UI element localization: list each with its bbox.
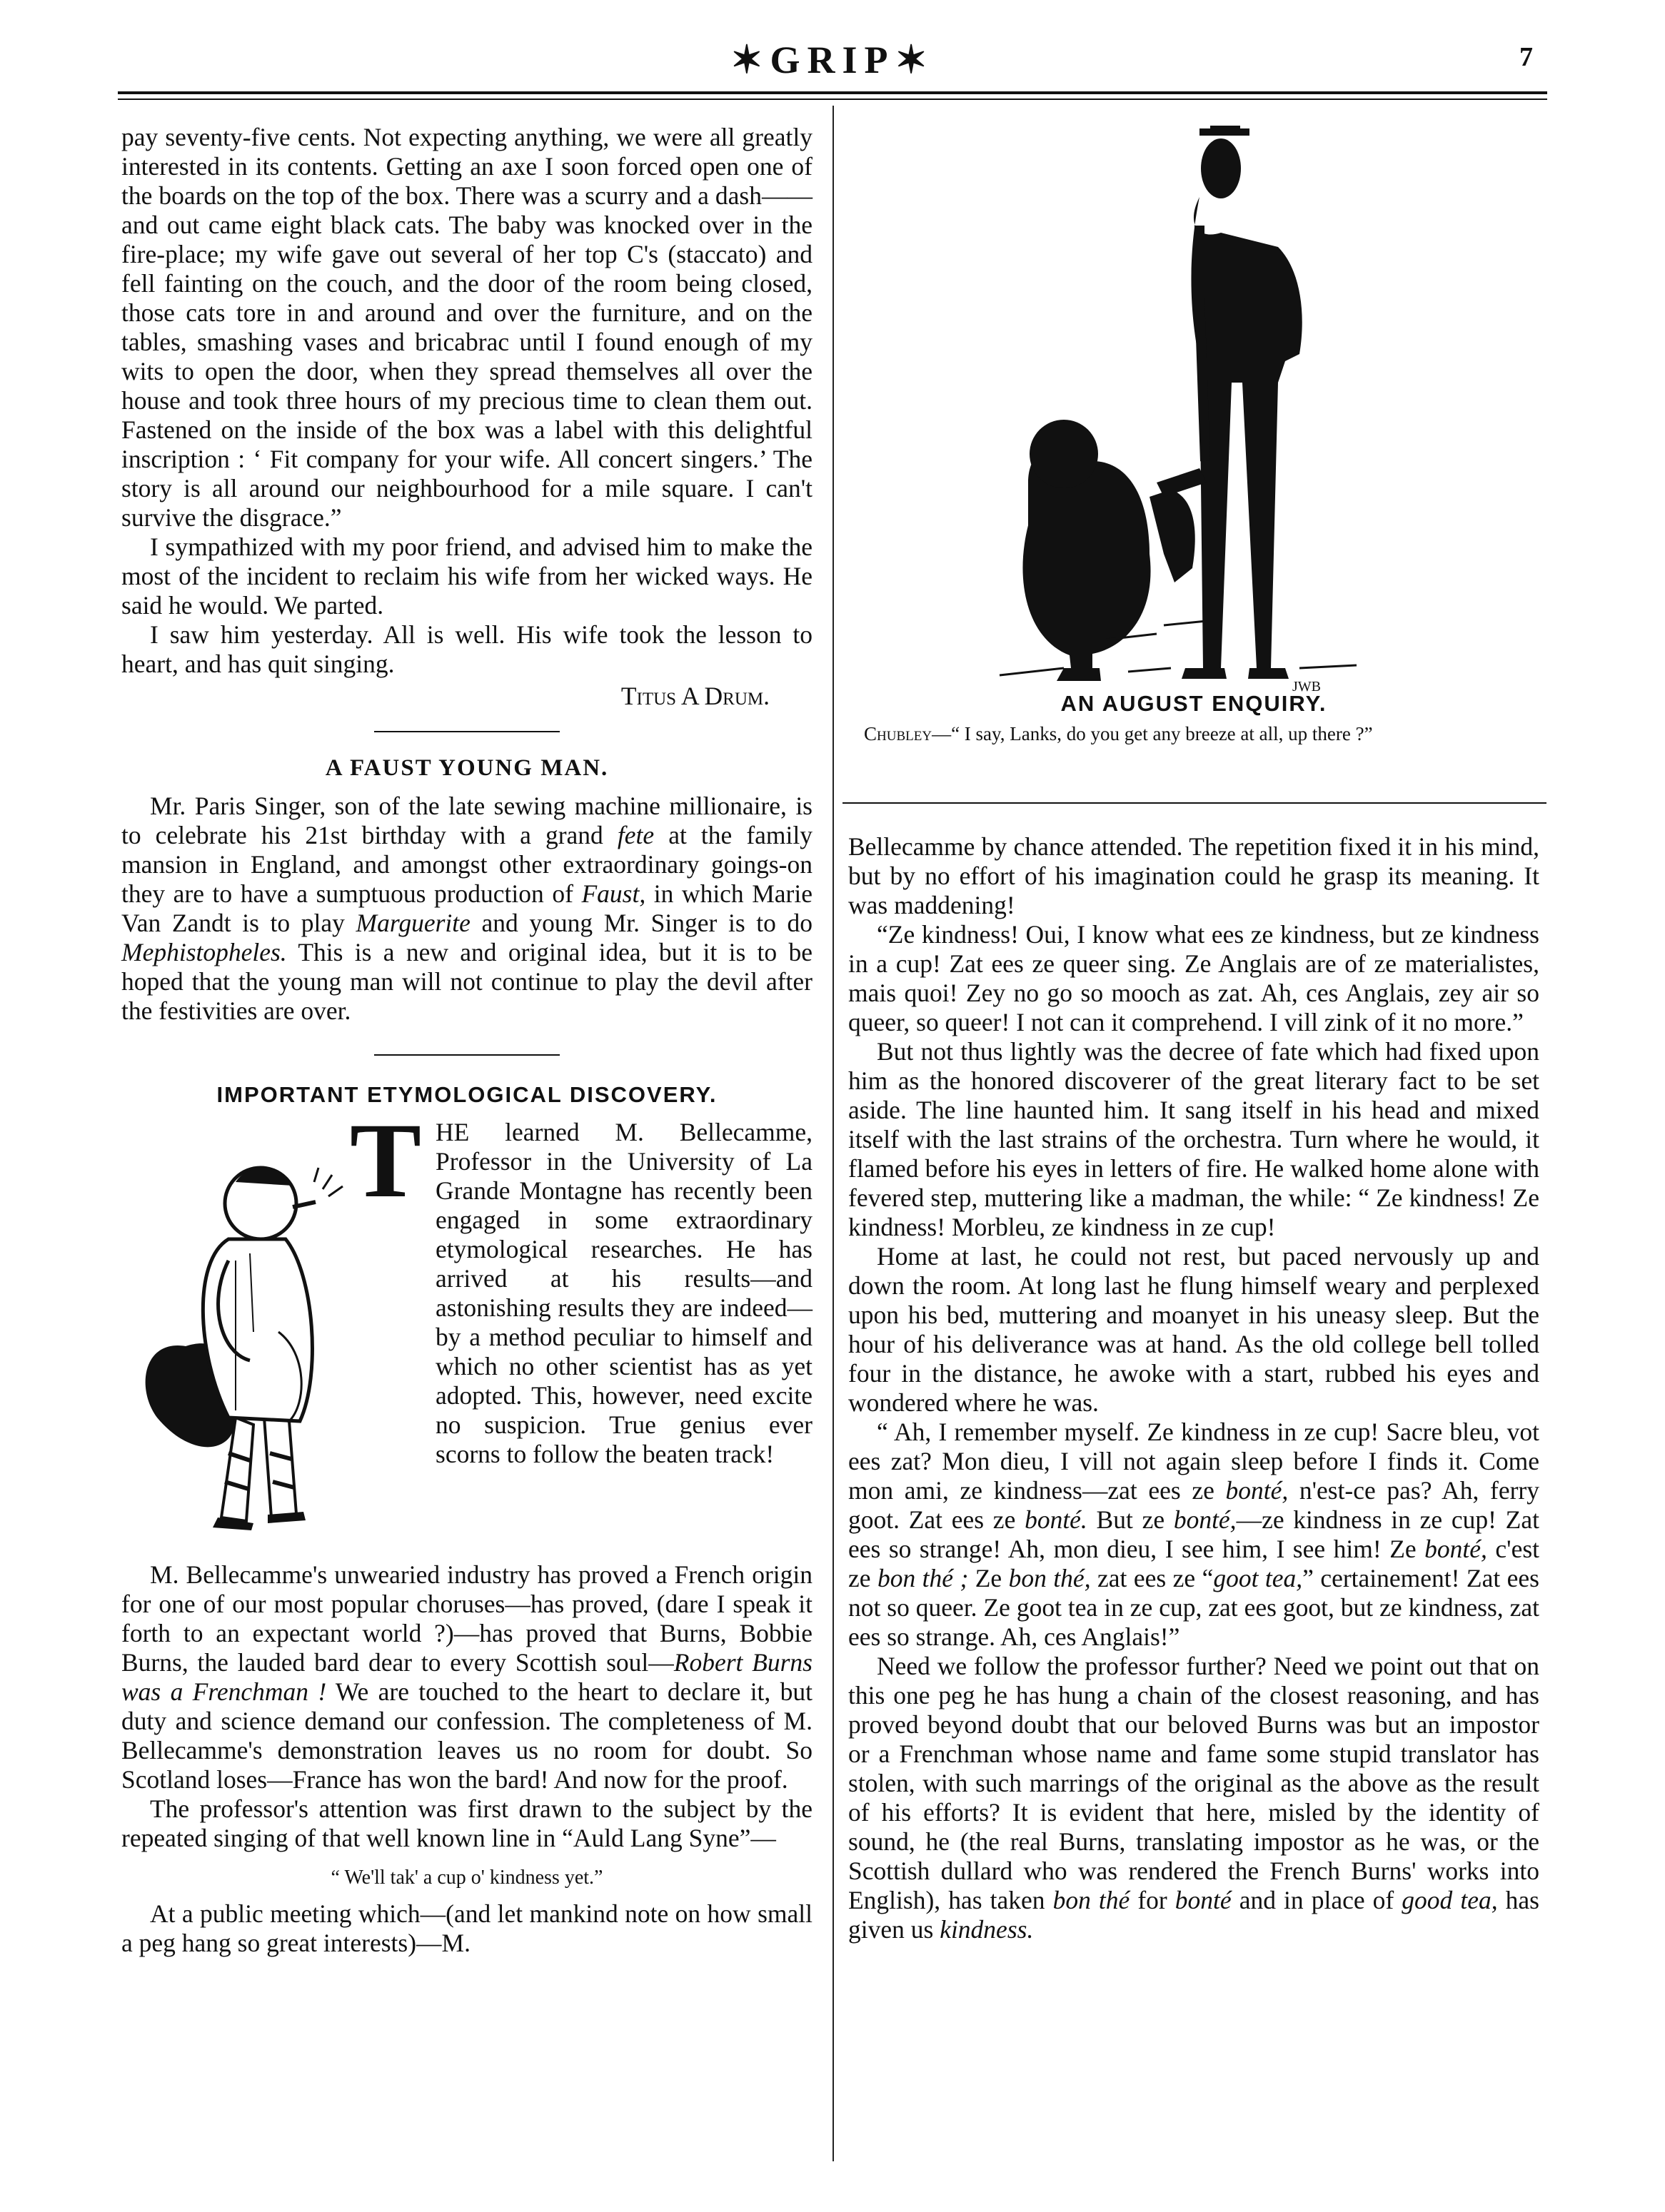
masthead: ✶GRIP✶ <box>730 39 935 81</box>
right-column <box>848 832 1539 1944</box>
faust-headline: A FAUST YOUNG MAN. <box>325 755 609 781</box>
cartoon-caption <box>864 722 1539 745</box>
caption-rule <box>842 802 1546 804</box>
section-rule <box>374 731 560 732</box>
drop-cap: T <box>350 1101 422 1220</box>
header-rule <box>118 91 1547 94</box>
etymology-paragraph: M. Bellecamme's unwearied industry has proved a French origin for one of our most popular choruses—has proved, (dare I speak it forth to an expectant world ?)—has proved that Burns, Bobbie Burns, the lauded bard dear to every Scottish soul—Robert Burns was a Frenchman ! We are touched to the heart to declare it, but duty and science demand our confession. The completeness of M. Bellecamme's demonstration leaves us no room for doubt. So Scotland loses—France has won the bard! And now for the proof. <box>121 1560 813 1794</box>
section-rule <box>374 1054 560 1056</box>
story-signature: Titus A Drum. <box>620 682 770 710</box>
left-column <box>121 123 813 1958</box>
caption-speaker: Chubley <box>864 723 932 744</box>
etymology-paragraph: “ Ah, I remember myself. Ze kindness in ze cup! Sacre bleu, vot ees zat? Mon dieu, I vill not again sleep before I finds it. Come mon ami, ze kindness—zat ees ze bonté, n'est-ce pas? Ah, ferry goot. Zat ees ze bonté. But ze bonté,—ze kindness in ze cup! Zat ees so strange! Ah, mon dieu, I see him, I see him! Ze bonté, c'est ze bon thé ; Ze bon thé, zat ees ze “goot tea,” certainement! Zat ees not so queer. Ze goot tea in ze cup, zat ees goot, but ze kindness, zat ees so strange. Ah, ces Anglais!” <box>848 1418 1540 1651</box>
etymology-paragraph-1: T HE learned M. Bellecamme, Professor in the University of La Grande Montagne has recently been engaged in some extraordinary etymological researches. He has arrived at his results—and astonishing results they are indeed—by a method peculiar to himself and which no other scientist has as yet adopted. This, however, need excite no suspicion. True genius ever scorns to follow the beaten track! <box>350 1101 813 1468</box>
artist-initials: JWB <box>1292 679 1321 695</box>
etymology-paragraph: At a public meeting which—(and let mankind note on how small a peg hang so great interests)—M. <box>121 1899 813 1957</box>
etymology-paragraph: But not thus lightly was the decree of fate which had fixed upon him as the honored discoverer of the great literary fact to be set aside. The line haunted him. It sang itself in his head and mixed itself with the last strains of the orchestra. Turn where he would, it flamed before his eyes in letters of fire. He walked home alone with fevered step, muttering like a madman, the while: “ Ze kindness! Ze kindness! Morbleu, ze kindness in ze cup! <box>848 1037 1539 1241</box>
etymology-intro-block <box>121 1101 813 1560</box>
etymology-paragraph: “Ze kindness! Oui, I know what ees ze kindness, but ze kindness in a cup! Zat ees ze queer sing. Ze Anglais are of ze materialistes, mais quoi! Zey no go so mooch as zat. Ah, ces Anglais, zey air so queer, so queer! I not can it comprehend. I vill zink of it no more.” <box>848 920 1539 1036</box>
story-paragraph: I saw him yesterday. All is well. His wife took the lesson to heart, and has quit singing. <box>121 620 813 678</box>
header-rule-thin <box>118 99 1547 100</box>
verse-quote: “ We'll tak' a cup o' kindness yet.” <box>331 1867 603 1889</box>
professor-illustration <box>129 1118 386 1532</box>
page-number: 7 <box>1519 42 1533 72</box>
faust-paragraph: Mr. Paris Singer, son of the late sewing machine millionaire, is to celebrate his 21st birthday with a grand fete at the family mansion in England, and amongst other extraordinary goings-on they are to have a sumptuous production of Faust, in which Marie Van Zandt is to play Marguerite and young Mr. Singer is to do Mephistopheles. This is a new and original idea, but it is to be hoped that the young man will not continue to play the devil after the festivities are over. <box>121 792 813 1025</box>
etymology-paragraph: Home at last, he could not rest, but paced nervously up and down the room. At long last he flung himself weary and perplexed upon his bed, muttering and moanyet in his uneasy sleep. But the hour of his deliverance was at hand. As the old college bell tolled four in the distance, he awoke with a start, rubbed his eyes and wondered where he was. <box>848 1242 1539 1417</box>
page-header <box>118 37 1547 94</box>
etymology-headline: IMPORTANT ETYMOLOGICAL DISCOVERY. <box>216 1082 718 1107</box>
column-divider <box>832 106 834 2161</box>
etymology-paragraph: Bellecamme by chance attended. The repetition fixed it in his mind, but by no effort of his imagination could he grasp its meaning. It was maddening! <box>848 832 1539 919</box>
story-paragraph: pay seventy-five cents. Not expecting anything, we were all greatly interested in its contents. Getting an axe I soon forced open one of the boards on the top of the box. There was a scurry and a dash——and out came eight black cats. The baby was knocked over in the fire-place; my wife gave out several of her top C's (staccato) and fell fainting on the couch, and the door of the room being closed, those cats tore in and around and over the furniture, and on the tables, smashing vases and bricabrac until I found enough of my wits to open the door, when they spread themselves all over the house and took three hours of my precious time to clean them out. Fastened on the inside of the box was a label with this delightful inscription : ‘ Fit company for your wife. All concert singers.’ The story is all around our neighbourhood for a mile square. I can't survive the disgrace.” <box>121 123 813 532</box>
august-enquiry-cartoon <box>985 126 1442 697</box>
story-paragraph: I sympathized with my poor friend, and advised him to make the most of the incident to reclaim his wife from her wicked ways. He said he would. We parted. <box>121 532 813 620</box>
etymology-paragraph: The professor's attention was first drawn to the subject by the repeated singing of that well known line in “Auld Lang Syne”— <box>121 1794 813 1852</box>
etymology-paragraph: Need we follow the professor further? Need we point out that on this one peg he has hung a chain of the closest reasoning, and has proved beyond doubt that our beloved Burns was but an impostor or a Frenchman whose name and fame some stupid translator has stolen, with such marrings of the original as the above as the result of his efforts? It is evident that here, misled by the identity of sound, he (the real Burns, translating impostor as he was, or the Scottish dullard who was rendered the French Burns' works into English), has taken bon thé for bonté and in place of good tea, has given us kindness. <box>848 1652 1539 1944</box>
cartoon-title: AN AUGUST ENQUIRY. <box>1060 691 1327 716</box>
caption-quote: —“ I say, Lanks, do you get any breeze at all, up there ?” <box>932 723 1373 744</box>
